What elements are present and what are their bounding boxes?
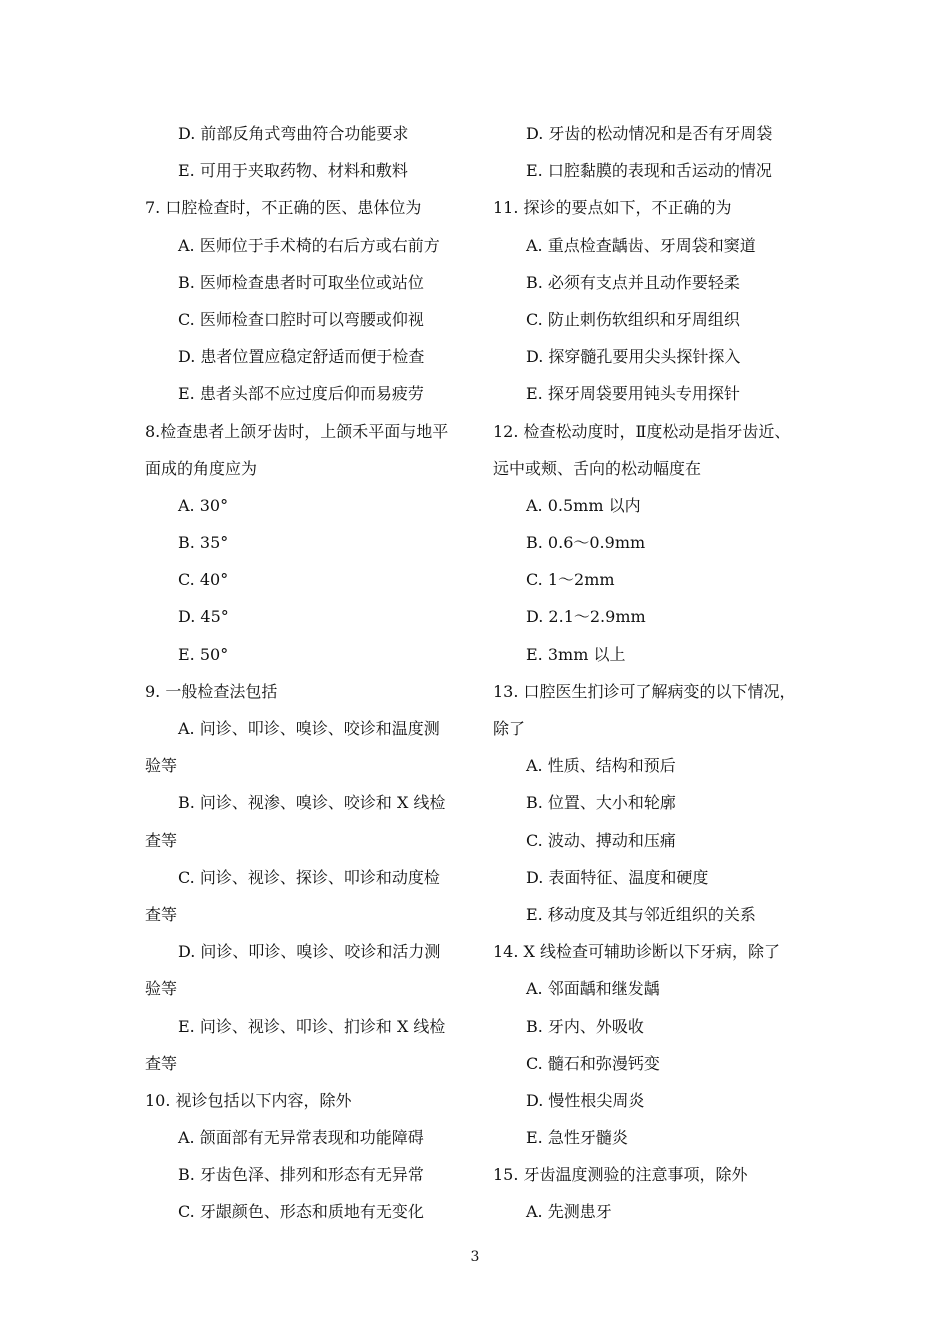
option-line: B. 问诊、视渗、嗅诊、咬诊和 X 线检 (178, 793, 446, 813)
option-line: D. 患者位置应稳定舒适而便于检查 (178, 347, 425, 367)
question-line: 13. 口腔医生扪诊可了解病变的以下情况， (493, 681, 796, 701)
continuation-line: 验等 (145, 979, 178, 999)
option-line: E. 问诊、视诊、叩诊、扪诊和 X 线检 (178, 1016, 446, 1036)
question-line: 9. 一般检查法包括 (145, 681, 278, 701)
option-line: E. 口腔黏膜的表现和舌运动的情况 (526, 161, 772, 181)
continuation-line: 面成的角度应为 (145, 458, 258, 478)
continuation-line: 查等 (145, 1053, 178, 1073)
option-line: C. 40° (178, 570, 229, 590)
option-line: C. 波动、搏动和压痛 (526, 830, 676, 850)
option-line: A. 颌面部有无异常表现和功能障碍 (178, 1128, 424, 1148)
question-line: 11. 探诊的要点如下，不正确的为 (493, 198, 732, 218)
question-line: 14. X 线检查可辅助诊断以下牙病，除了 (493, 942, 781, 962)
option-line: D. 2.1～2.9mm (526, 607, 646, 627)
option-line: E. 移动度及其与邻近组织的关系 (526, 904, 756, 924)
option-line: A. 问诊、叩诊、嗅诊、咬诊和温度测 (178, 719, 440, 738)
option-line: C. 医师检查口腔时可以弯腰或仰视 (178, 309, 424, 329)
option-line: E. 50° (178, 644, 229, 664)
question-line: 12. 检查松动度时，Ⅱ度松动是指牙齿近、 (493, 421, 791, 441)
option-line: D. 慢性根尖周炎 (526, 1090, 645, 1110)
option-line: A. 重点检查龋齿、牙周袋和窦道 (526, 235, 756, 255)
option-line: E. 3mm 以上 (526, 644, 626, 664)
left-column (145, 119, 475, 1235)
option-line: C. 髓石和弥漫钙变 (526, 1053, 660, 1073)
question-line: 8.检查患者上颌牙齿时，上颌禾平面与地平 (145, 421, 449, 441)
option-line: C. 1～2mm (526, 570, 615, 590)
continuation-line: 除了 (493, 719, 526, 738)
continuation-line: 远中或颊、舌向的松动幅度在 (493, 458, 702, 478)
option-line: E. 患者头部不应过度后仰而易疲劳 (178, 384, 424, 404)
right-column (493, 119, 823, 1235)
option-line: D. 问诊、叩诊、嗅诊、咬诊和活力测 (178, 942, 441, 962)
option-line: B. 医师检查患者时可取坐位或站位 (178, 272, 424, 292)
option-line: D. 牙齿的松动情况和是否有牙周袋 (526, 124, 773, 143)
option-line: E. 探牙周袋要用钝头专用探针 (526, 384, 740, 404)
option-line: E. 急性牙髓炎 (526, 1128, 628, 1148)
option-line: B. 35° (178, 533, 229, 553)
option-line: D. 前部反角式弯曲符合功能要求 (178, 124, 409, 143)
option-line: B. 牙齿色泽、排列和形态有无异常 (178, 1165, 424, 1185)
option-line: B. 0.6～0.9mm (526, 533, 646, 553)
option-line: B. 位置、大小和轮廓 (526, 793, 676, 813)
option-line: D. 45° (178, 607, 229, 627)
option-line: A. 性质、结构和预后 (526, 756, 676, 776)
continuation-line: 验等 (145, 756, 178, 776)
option-line: B. 牙内、外吸收 (526, 1016, 644, 1036)
option-line: A. 邻面龋和继发龋 (526, 979, 660, 999)
option-line: A. 医师位于手术椅的右后方或右前方 (178, 235, 440, 255)
option-line: E. 可用于夹取药物、材料和敷料 (178, 161, 408, 181)
question-line: 10. 视诊包括以下内容，除外 (145, 1090, 352, 1110)
question-line: 15. 牙齿温度测验的注意事项，除外 (493, 1165, 748, 1185)
page-number: 3 (470, 1249, 480, 1265)
option-line: D. 探穿髓孔要用尖头探针探入 (526, 347, 741, 367)
option-line: B. 必须有支点并且动作要轻柔 (526, 272, 740, 292)
option-line: C. 牙龈颜色、形态和质地有无变化 (178, 1202, 424, 1222)
question-line: 7. 口腔检查时，不正确的医、患体位为 (145, 198, 422, 218)
option-line: A. 先测患牙 (526, 1202, 612, 1222)
continuation-line: 查等 (145, 904, 178, 924)
option-line: A. 0.5mm 以内 (526, 495, 641, 515)
option-line: C. 防止刺伤软组织和牙周组织 (526, 309, 740, 329)
continuation-line: 查等 (145, 830, 178, 850)
option-line: C. 问诊、视诊、探诊、叩诊和动度检 (178, 867, 440, 887)
option-line: A. 30° (178, 495, 229, 515)
option-line: D. 表面特征、温度和硬度 (526, 867, 709, 887)
